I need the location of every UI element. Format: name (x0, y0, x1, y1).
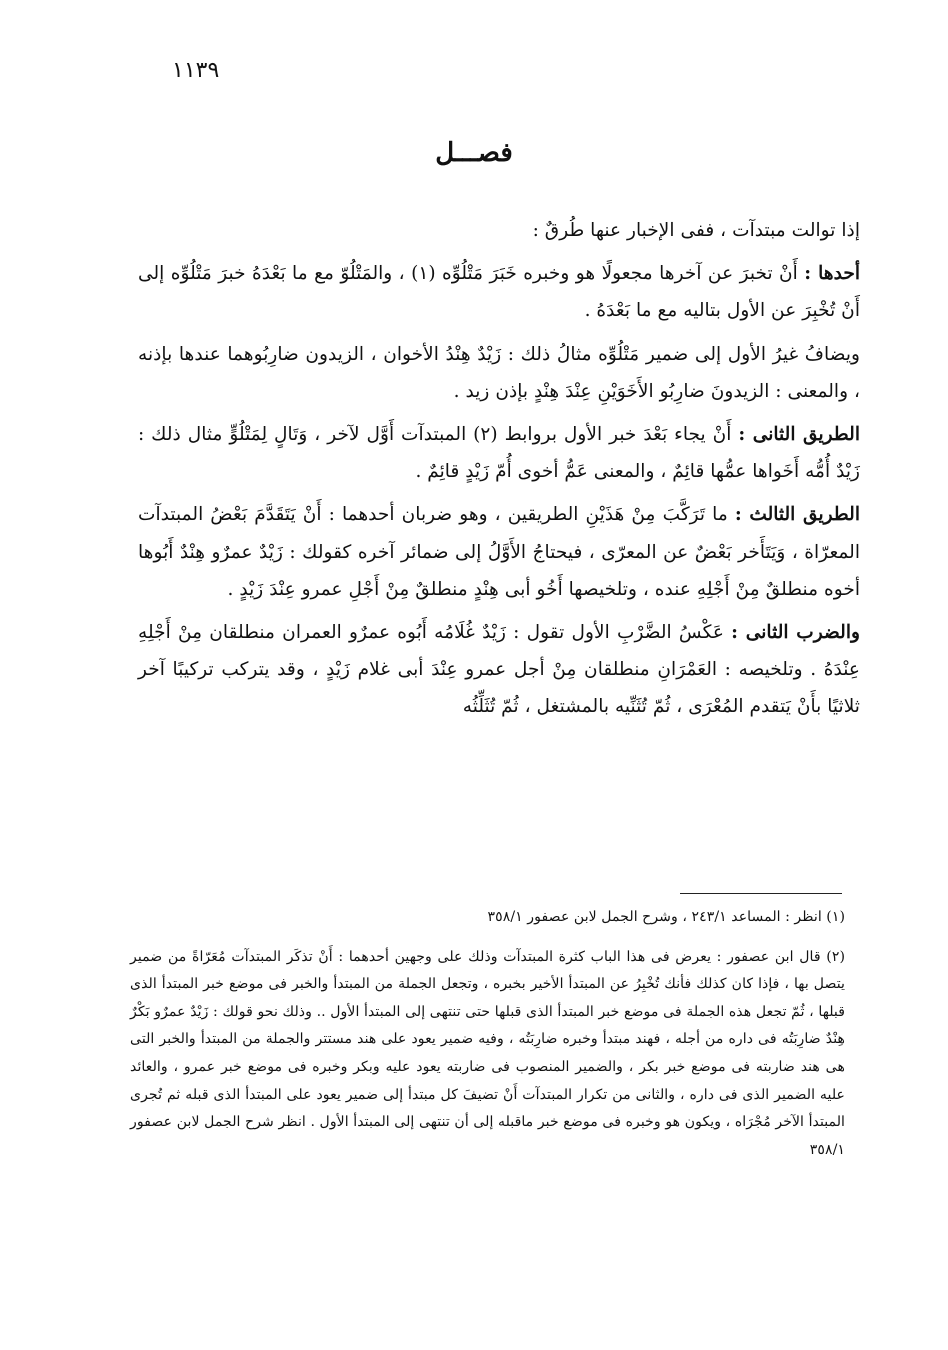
paragraph-text: عَكْسُ الضَّرْبِ الأول تقول : زَيْدٌ غُلَامُه أَبُوه عمرٌو العمران منطلقان مِنْ أَجْلِهِ عِنْدَهُ . وتلخيصه : العَمْرَانِ منطلقان مِنْ أجل عمرو عِنْدَ أبى غلام زَيْدٍ ، وقد يتركب تركيبًا آخر ثلاثيًا بأَنْ يَتقدم المُعْرَى ، ثُمّ تُثَنِّيه بالمشتغل ، ثُمّ تُثَلِّثُه (138, 622, 860, 718)
paragraph (138, 336, 860, 410)
paragraph-lead: والضرب الثانى : (731, 622, 860, 644)
paragraph-lead: الطريق الثانى : (738, 424, 860, 446)
paragraph-text: ويضافُ غيرُ الأول إلى ضمير مَتْلُوِّه مثالُ ذلك : زَيْدٌ هِنْدُ الأخوان ، الزيدون ضارِبُوهما عندها بإذنه ، والمعنى : الزيدونَ ضارِبُو الأَخَوَيْنِ عِنْدَ هِنْدٍ بإذن زيد . (138, 343, 860, 402)
page-number: ١١٣٩ (172, 58, 220, 83)
main-text (138, 212, 860, 732)
section-title: فصـــل (435, 138, 513, 168)
paragraph-text: أَنْ يجاء بَعْدَ خبر الأول بروابط (٢) المبتدآت أَوَّل لآخر ، وَتَالٍ لِمَتْلُوٍّ مثال ذلك : زَيْدٌ أُمُّه أَخَواها عمُّها قائِمٌ ، والمعنى عَمُّ أخوى أُمّ زَيْدٍ قائِمٌ . (138, 424, 860, 483)
footnote-divider (680, 893, 842, 894)
paragraph (138, 496, 860, 608)
footnote: (٢) قال ابن عصفور : يعرض فى هذا الباب كثرة المبتدآت وذلك على وجهين أحدهما : أَنْ تذكَر المبتدآت مُعَرّاةً من ضمير يتصل بها ، فإذا كان كذلك فأنك تُخْبِرُ عن المبتدأ الأخير بخبره ، وتجعل الجملة من المبتدأ والخبر فى موضع خبر المبتدأ الذى قبلها ، ثُمّ تجعل هذه الجملة فى موضع خبر المبتدأ الذى قبلها حتى تنتهى إلى المبتدأ الأول .. وذلك نحو قولك : زَيْدٌ عمرٌو بَكْرٌ هِنْدٌ ضارِبَتُه فى داره من أجله ، فهند مبتدأ وخبره ضارِبَتُه ، وفيه ضمير يعود على هند مستتر والجملة من المبتدأ والخبر التى هى هند ضاربته فى موضع خبر بكر ، والضمير المنصوب فى ضاربته يعود عليه وبكر وخبره فى موضع خبر عمرو ، والعائد عليه الضمير الذى فى داره ، والثانى من تكرار المبتدآت أَنْ تضيفَ كل مبتدأ إلى ضمير يعود على المبتدأ الذى قبله ثم تُجرى المبتدأ الآخر مُجْرَاه ، ويكون هو وخبره فى موضع خبر ماقبله إلى أن تنتهى إلى المبتدأ الأول . انظر شرح الجمل لابن عصفور ٣٥٨/١ (130, 948, 845, 1158)
footnotes (130, 904, 845, 1176)
paragraph (138, 416, 860, 490)
paragraph-text: إذا توالت مبتدآت ، ففى الإخبار عنها طُرقٌ : (532, 220, 860, 241)
paragraph (138, 255, 860, 329)
paragraph-lead: الطريق الثالث : (734, 504, 860, 526)
paragraph (138, 614, 860, 726)
paragraph-lead: أحدها : (804, 263, 860, 285)
paragraph (138, 212, 860, 249)
paragraph-text: أَنْ تخبرَ عن آخرها مجعولًا هو وخبره خَبَرَ مَتْلُوِّه (١) ، والمَتْلُوّ مع ما بَعْدَهُ خبرَ مَتْلُوِّه إلى أَنْ تُخْبِرَ عن الأول بتاليه مع ما بَعْدَهُ . (138, 263, 860, 322)
paragraph-text: ما تَرَكَّبَ مِنْ هَذَيْنِ الطريقين ، وهو ضربان أحدهما : أَنْ يَتَقَدَّمَ بَعْضُ المبتدآت المعرّاة ، وَيَتَأَخر بَعْضٌ عن المعرّى ، فيحتاجُ الأَوَّلُ إلى ضمائر آخره كقولك : زَيْدٌ عمرٌو هِنْدٌ أَبُوها أخوه منطلقٌ مِنْ أَجْلِهِ عنده ، وتلخيصها أَخُو أبى هِنْدٍ منطلقٌ مِنْ أَجْلِ عمرو عِنْدَ زَيْدٍ . (138, 504, 860, 600)
footnote: (١) انظر : المساعد ٢٤٣/١ ، وشرح الجمل لابن عصفور ٣٥٨/١ (487, 909, 845, 925)
